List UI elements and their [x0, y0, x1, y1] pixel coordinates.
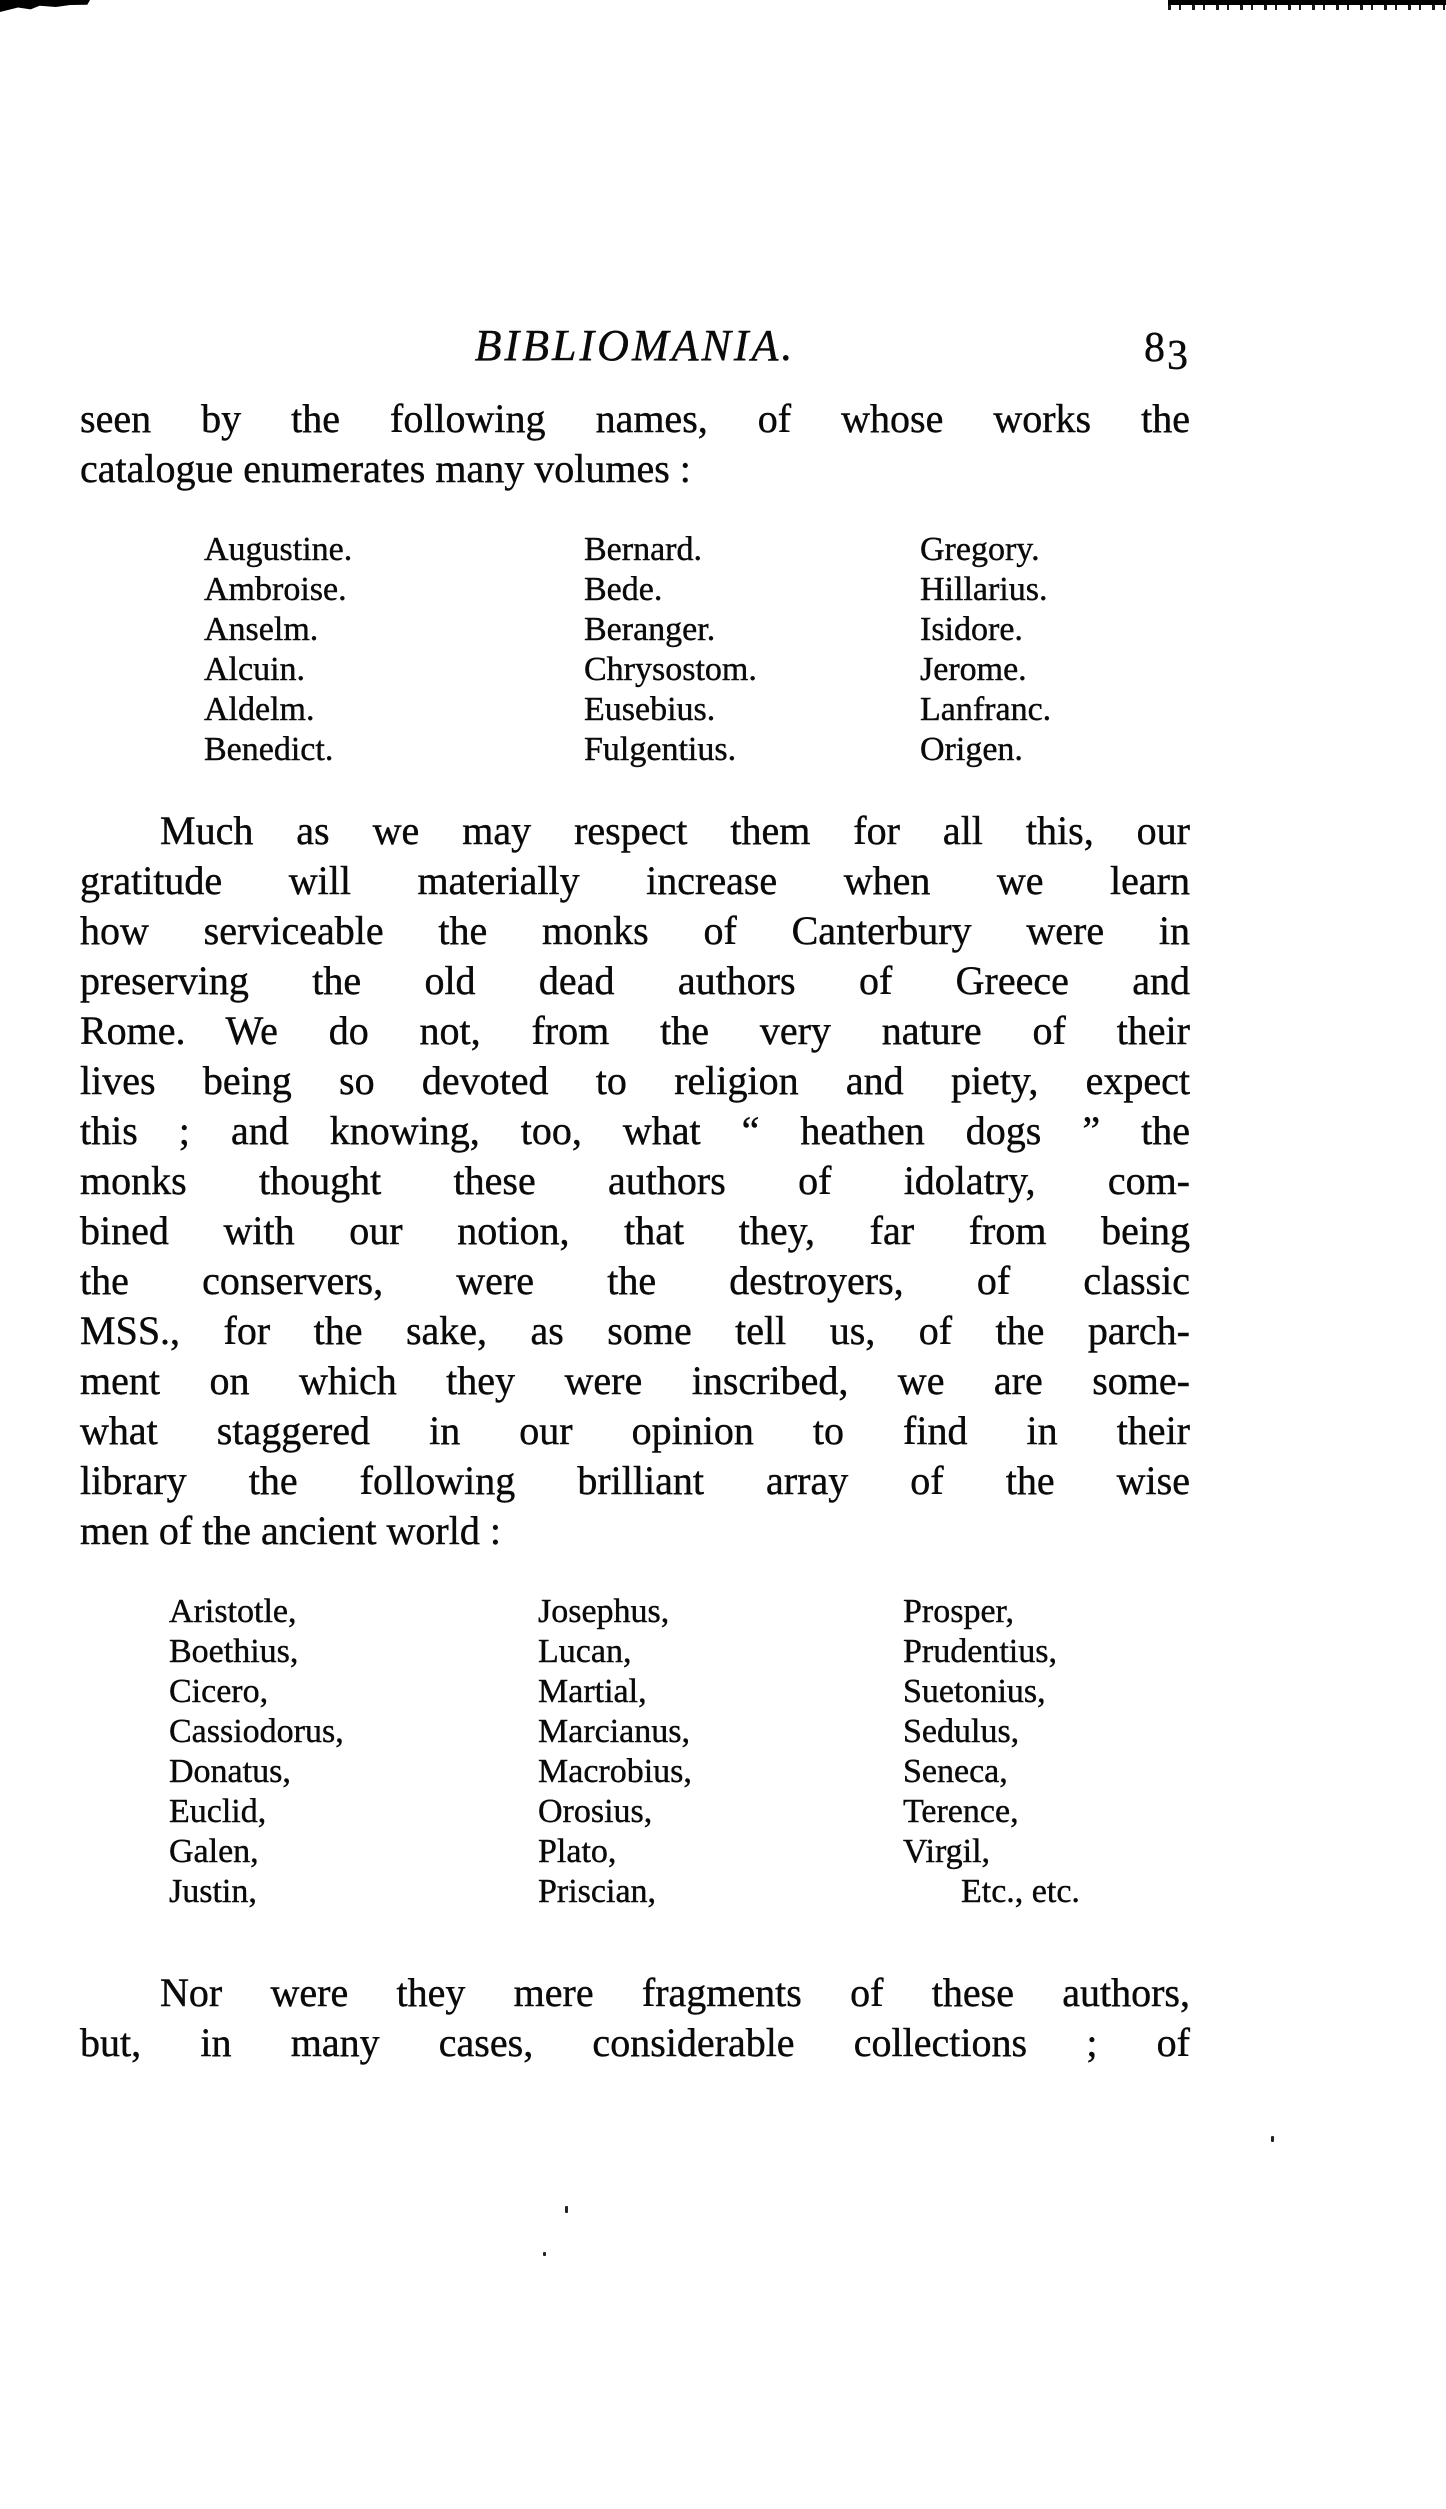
author-name: Chrysostom. — [584, 651, 757, 688]
author-name: Beranger. — [584, 611, 716, 648]
author-name: Virgil, — [903, 1833, 991, 1870]
text-line: ment on which they were inscribed, we are some- — [80, 1358, 1190, 1403]
author-name: Eusebius. — [584, 691, 716, 728]
author-column — [920, 530, 1051, 770]
author-column — [204, 530, 584, 770]
author-name: Priscian, — [538, 1873, 657, 1910]
author-name: Alcuin. — [204, 651, 306, 688]
author-column — [169, 1592, 538, 1912]
author-name: Prudentius, — [903, 1633, 1057, 1670]
author-name: Aldelm. — [204, 691, 315, 728]
author-name: Justin, — [169, 1873, 257, 1910]
author-name: Seneca, — [903, 1753, 1008, 1790]
text-line: bined with our notion, that they, far from being — [80, 1208, 1190, 1253]
running-head — [80, 321, 1190, 379]
author-name: Plato, — [538, 1833, 617, 1870]
text-line: the conservers, were the destroyers, of classic — [80, 1258, 1190, 1303]
page-title: BIBLIOMANIA. — [474, 321, 796, 370]
author-name: Galen, — [169, 1833, 259, 1870]
text-line: lives being so devoted to religion and piety, expect — [80, 1058, 1190, 1103]
author-name: Bede. — [584, 571, 663, 608]
author-name: Cassiodorus, — [169, 1713, 344, 1750]
author-name: Isidore. — [920, 611, 1023, 648]
ink-speck — [543, 2252, 546, 2256]
author-name: Fulgentius. — [584, 731, 737, 768]
author-column — [538, 1592, 903, 1912]
author-name: Euclid, — [169, 1793, 267, 1830]
closing-paragraph — [80, 1968, 1190, 2068]
text-line: what staggered in our opinion to find in their — [80, 1408, 1190, 1453]
text-line: Much as we may respect them for all this, our — [160, 808, 1190, 853]
text-line: gratitude will materially increase when we learn — [80, 858, 1190, 903]
author-name: Aristotle, — [169, 1593, 297, 1630]
author-name: Anselm. — [204, 611, 319, 648]
church-authors-list — [80, 530, 1314, 770]
text-line: this ; and knowing, too, what “ heathen dogs ” the — [80, 1108, 1190, 1153]
main-paragraph — [80, 806, 1190, 1556]
author-name: Sedulus, — [903, 1713, 1020, 1750]
author-name: Boethius, — [169, 1633, 299, 1670]
author-name: Benedict. — [204, 731, 334, 768]
page-number: 83 — [1144, 325, 1190, 379]
author-name: Jerome. — [920, 651, 1027, 688]
author-name: Ambroise. — [204, 571, 347, 608]
text-line: seen by the following names, of whose works the — [80, 396, 1190, 441]
text-line: library the following brilliant array of the wise — [80, 1458, 1190, 1503]
author-name: Macrobius, — [538, 1753, 692, 1790]
intro-paragraph — [80, 394, 1190, 494]
text-line: Rome. We do not, from the very nature of their — [80, 1008, 1190, 1053]
author-name: Hillarius. — [920, 571, 1048, 608]
scan-artifact-top-right-teeth — [1168, 0, 1446, 10]
author-name: Martial, — [538, 1673, 647, 1710]
author-name: Augustine. — [204, 531, 353, 568]
author-name: Gregory. — [920, 531, 1040, 568]
author-name: Origen. — [920, 731, 1023, 768]
author-name: Prosper, — [903, 1593, 1015, 1630]
text-line: how serviceable the monks of Canterbury were in — [80, 908, 1190, 953]
text-line: MSS., for the sake, as some tell us, of the parch- — [80, 1308, 1190, 1353]
text-line: catalogue enumerates many volumes : — [80, 446, 691, 491]
author-name: Etc., etc. — [961, 1873, 1080, 1910]
author-name: Marcianus, — [538, 1713, 691, 1750]
author-column — [584, 530, 920, 770]
ink-speck — [1271, 2136, 1274, 2142]
author-name: Lucan, — [538, 1633, 632, 1670]
author-column — [903, 1592, 1080, 1912]
text-line: Nor were they mere fragments of these authors, — [160, 1970, 1190, 2015]
author-name: Donatus, — [169, 1753, 291, 1790]
text-line: monks thought these authors of idolatry, com- — [80, 1158, 1190, 1203]
ink-speck — [565, 2206, 568, 2213]
author-name: Cicero, — [169, 1673, 269, 1710]
author-name: Suetonius, — [903, 1673, 1046, 1710]
author-name: Orosius, — [538, 1793, 653, 1830]
text-line: preserving the old dead authors of Greece and — [80, 958, 1190, 1003]
scan-artifact-top-left — [0, 0, 90, 12]
author-name: Terence, — [903, 1793, 1019, 1830]
author-name: Bernard. — [584, 531, 703, 568]
author-name: Lanfranc. — [920, 691, 1052, 728]
author-name: Josephus, — [538, 1593, 670, 1630]
text-line: men of the ancient world : — [80, 1508, 501, 1553]
classic-authors-list — [80, 1592, 1279, 1912]
text-line: but, in many cases, considerable collections ; of — [80, 2020, 1190, 2065]
